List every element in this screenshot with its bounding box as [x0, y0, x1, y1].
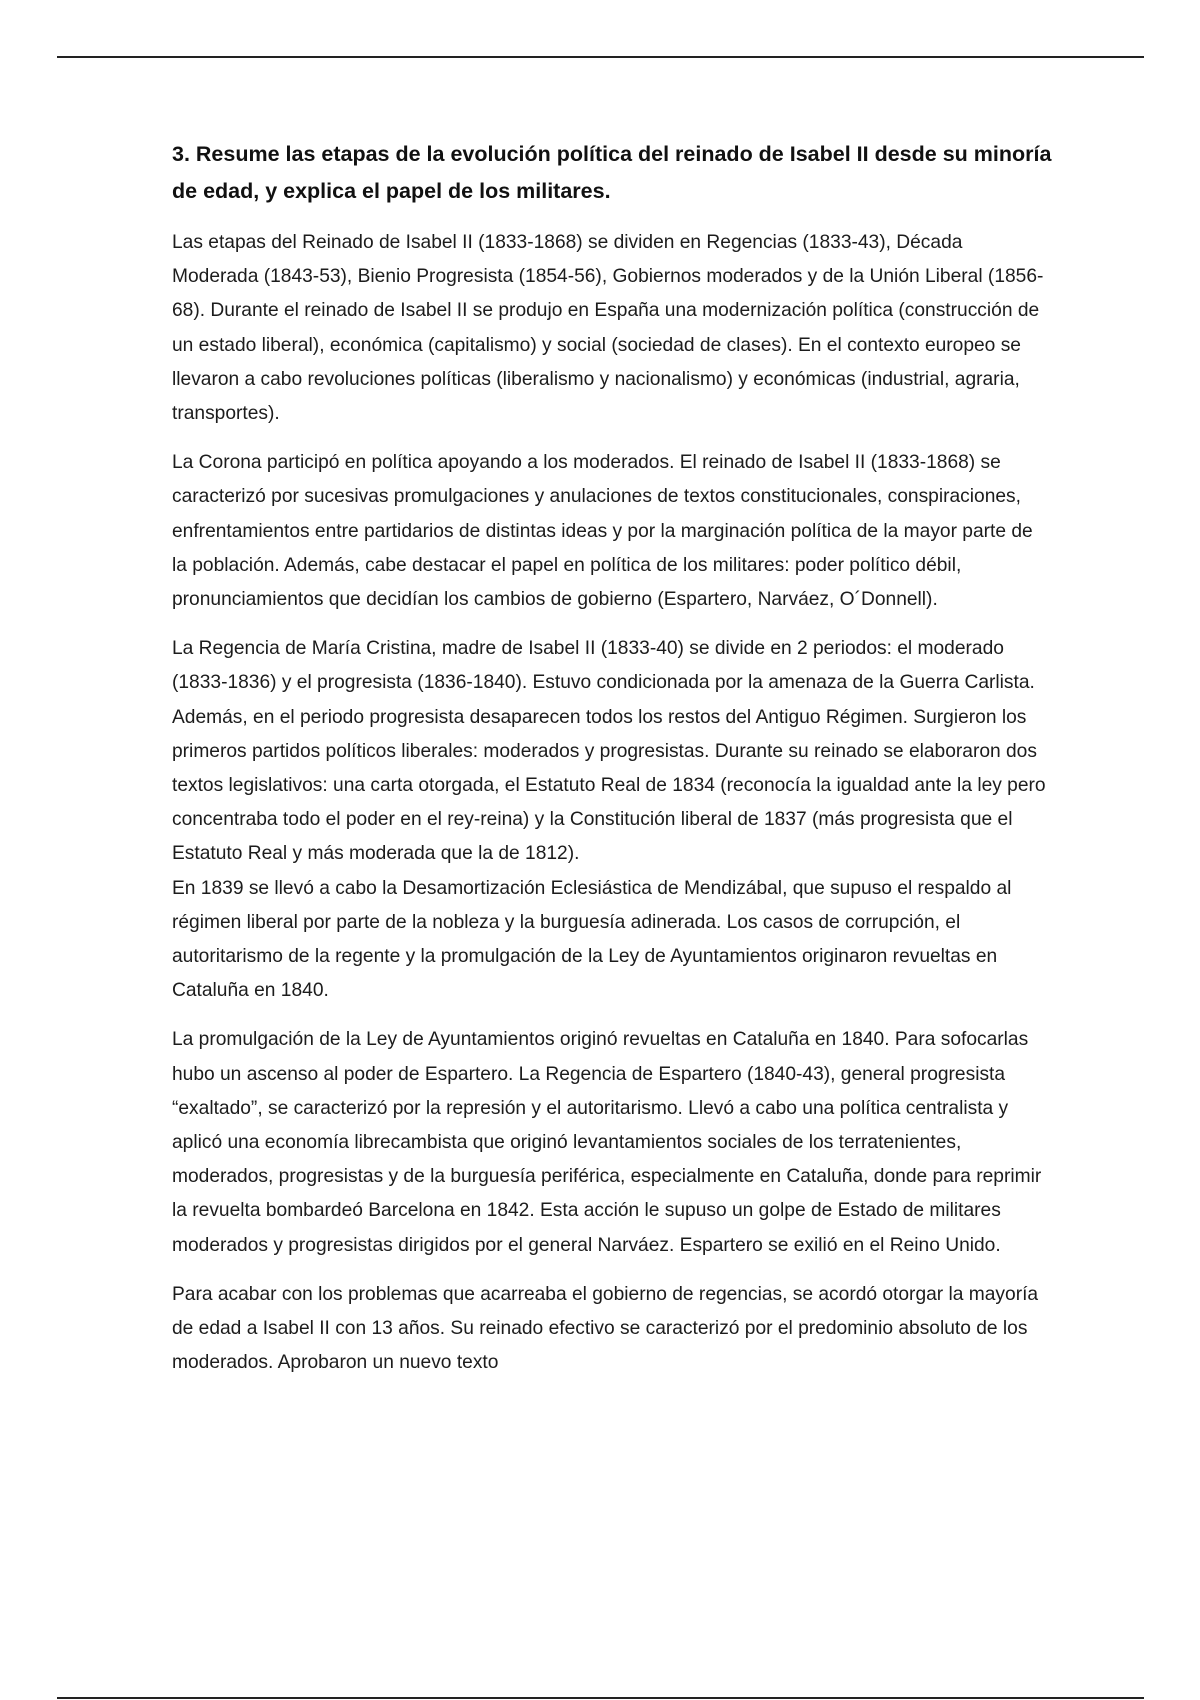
- footer-rule: [57, 1697, 1144, 1699]
- paragraph-regency-maria-cristina: La Regencia de María Cristina, madre de Isabel II (1833-40) se divide en 2 periodos: el moderado (1833-1836) y el progresista (1836-1840). Estuvo condicionada por la amenaza de la Guerra Carlista. Además, en el periodo progresista desaparecen todos los restos del Antiguo Régimen. Surgieron los primeros partidos políticos liberales: moderados y progresistas. Durante su reinado se elaboraron dos textos legislativos: una carta otorgada, el Estatuto Real de 1834 (reconocía la igualdad ante la ley pero concentraba todo el poder en el rey-reina) y la Constitución liberal de 1837 (más progresista que el Estatuto Real y más moderada que la de 1812).: [172, 638, 1046, 865]
- paragraph-crown-and-military: La Corona participó en política apoyando a los moderados. El reinado de Isabel II (1833-1868) se caracterizó por sucesivas promulgaciones y anulaciones de textos constitucionales, conspiraciones, enfrentamientos entre partidarios de distintas ideas y por la marginación política de la mayor parte de la población. Además, cabe destacar el papel en política de los militares: poder político débil, pronunciamientos que decidían los cambios de gobierno (Espartero, Narváez, O´Donnell).: [172, 452, 1033, 611]
- paragraph-majority-isabel: Para acabar con los problemas que acarreaba el gobierno de regencias, se acordó otorgar la mayoría de edad a Isabel II con 13 años. Su reinado efectivo se caracterizó por el predominio absoluto de los moderados. Aprobaron un nuevo texto: [172, 1283, 1039, 1374]
- question-heading: 3. Resume las etapas de la evolución política del reinado de Isabel II desde su minoría de edad, y explica el papel de los militares.: [172, 142, 1052, 203]
- paragraph-regency-espartero: La promulgación de la Ley de Ayuntamientos originó revueltas en Cataluña en 1840. Para sofocarlas hubo un ascenso al poder de Espartero. La Regencia de Espartero (1840-43), general progresista “exaltado”, se caracterizó por la represión y el autoritarismo. Llevó a cabo una política centralista y aplicó una economía librecambista que originó levantamientos sociales de los terratenientes, moderados, progresistas y de la burguesía periférica, especialmente en Cataluña, donde para reprimir la revuelta bombardeó Barcelona en 1842. Esta acción le supuso un golpe de Estado de militares moderados y progresistas dirigidos por el general Narváez. Espartero se exilió en el Reino Unido.: [172, 1029, 1042, 1256]
- paragraph-stages-overview: Las etapas del Reinado de Isabel II (1833-1868) se dividen en Regencias (1833-43), Década Moderada (1843-53), Bienio Progresista (1854-56), Gobiernos moderados y de la Unión Liberal (1856-68). Durante el reinado de Isabel II se produjo en España una modernización política (construcción de un estado liberal), económica (capitalismo) y social (sociedad de clases). En el contexto europeo se llevaron a cabo revoluciones políticas (liberalismo y nacionalismo) y económicas (industrial, agraria, transportes).: [172, 232, 1044, 425]
- document-body: [172, 136, 1052, 1396]
- paragraph-desamortizacion: En 1839 se llevó a cabo la Desamortización Eclesiástica de Mendizábal, que supuso el respaldo al régimen liberal por parte de la nobleza y la burguesía adinerada. Los casos de corrupción, el autoritarismo de la regente y la promulgación de la Ley de Ayuntamientos originaron revueltas en Cataluña en 1840.: [172, 877, 1012, 1002]
- header-rule: [57, 56, 1144, 58]
